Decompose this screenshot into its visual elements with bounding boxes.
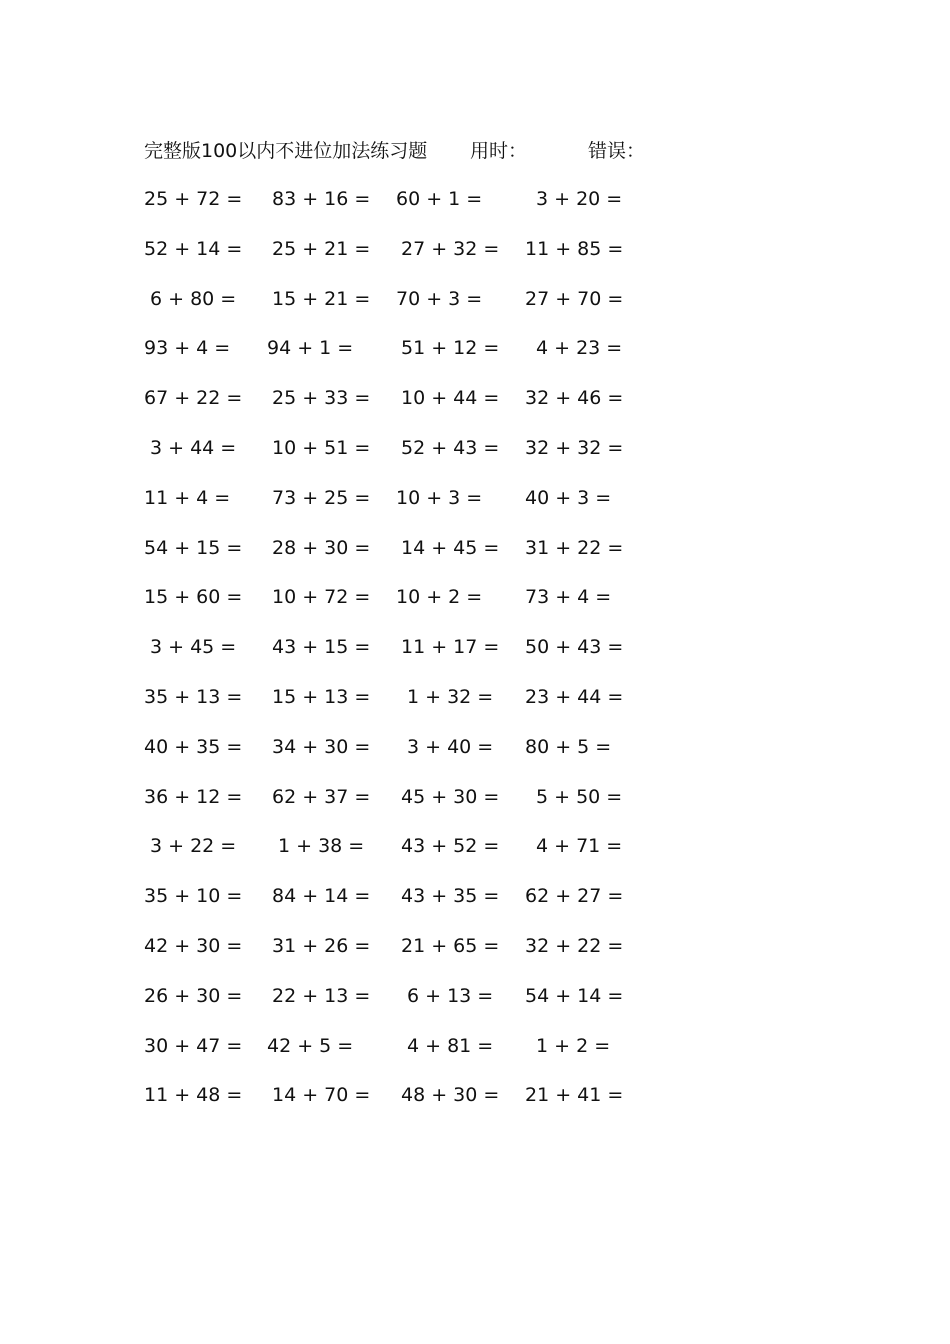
addition-problem: 30 + 47 = <box>144 1035 243 1057</box>
addition-problem: 67 + 22 = <box>144 387 243 409</box>
addition-problem: 54 + 14 = <box>525 985 624 1007</box>
addition-problem: 34 + 30 = <box>272 736 371 758</box>
addition-problem: 23 + 44 = <box>525 686 624 708</box>
addition-problem: 73 + 4 = <box>525 586 612 608</box>
addition-problem: 43 + 52 = <box>401 835 500 857</box>
addition-problem: 25 + 72 = <box>144 188 243 210</box>
addition-problem: 52 + 43 = <box>401 437 500 459</box>
addition-problem: 62 + 37 = <box>272 786 371 808</box>
addition-problem: 40 + 35 = <box>144 736 243 758</box>
addition-problem: 25 + 33 = <box>272 387 371 409</box>
addition-problem: 84 + 14 = <box>272 885 371 907</box>
addition-problem: 40 + 3 = <box>525 487 612 509</box>
addition-problem: 60 + 1 = <box>396 188 483 210</box>
addition-problem: 27 + 32 = <box>401 238 500 260</box>
errors-label: 错误： <box>588 140 646 162</box>
addition-problem: 6 + 80 = <box>150 288 237 310</box>
addition-problem: 35 + 13 = <box>144 686 243 708</box>
addition-problem: 32 + 22 = <box>525 935 624 957</box>
addition-problem: 27 + 70 = <box>525 288 624 310</box>
addition-problem: 15 + 21 = <box>272 288 371 310</box>
addition-problem: 50 + 43 = <box>525 636 624 658</box>
addition-problem: 25 + 21 = <box>272 238 371 260</box>
addition-problem: 21 + 41 = <box>525 1084 624 1106</box>
addition-problem: 10 + 3 = <box>396 487 483 509</box>
addition-problem: 4 + 81 = <box>407 1035 494 1057</box>
addition-problem: 94 + 1 = <box>267 337 354 359</box>
addition-problem: 35 + 10 = <box>144 885 243 907</box>
addition-problem: 15 + 60 = <box>144 586 243 608</box>
addition-problem: 62 + 27 = <box>525 885 624 907</box>
addition-problem: 42 + 5 = <box>267 1035 354 1057</box>
addition-problem: 10 + 51 = <box>272 437 371 459</box>
addition-problem: 31 + 22 = <box>525 537 624 559</box>
addition-problem: 3 + 45 = <box>150 636 237 658</box>
addition-problem: 31 + 26 = <box>272 935 371 957</box>
addition-problem: 5 + 50 = <box>536 786 623 808</box>
addition-problem: 1 + 2 = <box>536 1035 611 1057</box>
addition-problem: 93 + 4 = <box>144 337 231 359</box>
worksheet-title: 完整版100以内不进位加法练习题 <box>144 140 428 162</box>
addition-problem: 14 + 45 = <box>401 537 500 559</box>
addition-problem: 73 + 25 = <box>272 487 371 509</box>
addition-problem: 32 + 32 = <box>525 437 624 459</box>
addition-problem: 51 + 12 = <box>401 337 500 359</box>
addition-problem: 10 + 2 = <box>396 586 483 608</box>
addition-problem: 45 + 30 = <box>401 786 500 808</box>
addition-problem: 70 + 3 = <box>396 288 483 310</box>
addition-problem: 11 + 48 = <box>144 1084 243 1106</box>
addition-problem: 4 + 23 = <box>536 337 623 359</box>
addition-problem: 52 + 14 = <box>144 238 243 260</box>
addition-problem: 15 + 13 = <box>272 686 371 708</box>
addition-problem: 32 + 46 = <box>525 387 624 409</box>
addition-problem: 48 + 30 = <box>401 1084 500 1106</box>
addition-problem: 11 + 4 = <box>144 487 231 509</box>
addition-problem: 21 + 65 = <box>401 935 500 957</box>
addition-problem: 83 + 16 = <box>272 188 371 210</box>
addition-problem: 54 + 15 = <box>144 537 243 559</box>
addition-problem: 14 + 70 = <box>272 1084 371 1106</box>
addition-problem: 11 + 85 = <box>525 238 624 260</box>
addition-problem: 42 + 30 = <box>144 935 243 957</box>
addition-problem: 43 + 35 = <box>401 885 500 907</box>
addition-problem: 11 + 17 = <box>401 636 500 658</box>
addition-problem: 10 + 72 = <box>272 586 371 608</box>
addition-problem: 22 + 13 = <box>272 985 371 1007</box>
addition-problem: 3 + 20 = <box>536 188 623 210</box>
time-used-label: 用时： <box>470 140 528 162</box>
addition-problem: 6 + 13 = <box>407 985 494 1007</box>
addition-problem: 80 + 5 = <box>525 736 612 758</box>
addition-problem: 1 + 38 = <box>278 835 365 857</box>
addition-problem: 10 + 44 = <box>401 387 500 409</box>
addition-problem: 28 + 30 = <box>272 537 371 559</box>
addition-problem: 3 + 22 = <box>150 835 237 857</box>
addition-problem: 3 + 40 = <box>407 736 494 758</box>
addition-problem: 36 + 12 = <box>144 786 243 808</box>
addition-problem: 4 + 71 = <box>536 835 623 857</box>
addition-problem: 26 + 30 = <box>144 985 243 1007</box>
addition-problem: 1 + 32 = <box>407 686 494 708</box>
addition-problem: 43 + 15 = <box>272 636 371 658</box>
addition-problem: 3 + 44 = <box>150 437 237 459</box>
